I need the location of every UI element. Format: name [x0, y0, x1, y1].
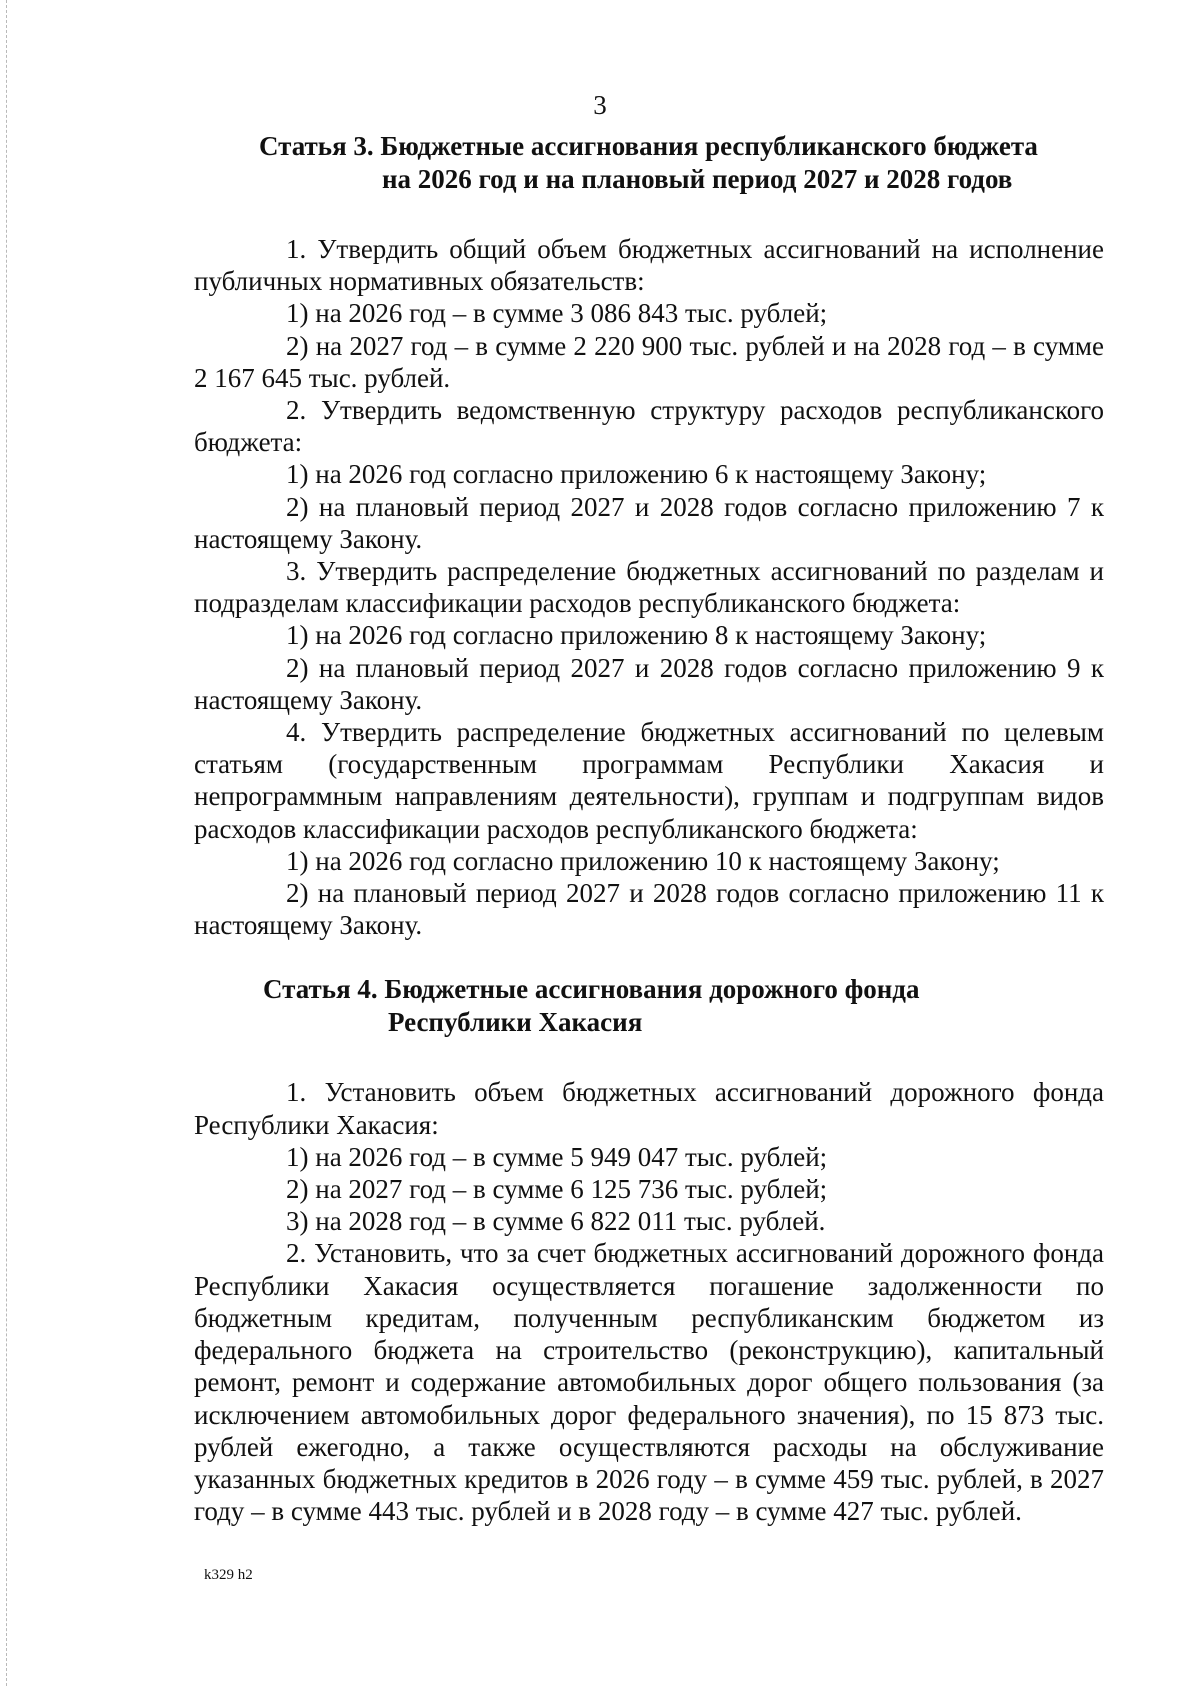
article-3-item-2-sub-2: 2) на плановый период 2027 и 2028 годов согласно приложению 7 к настоящему Закону. — [194, 491, 1104, 554]
document-body — [194, 130, 1104, 1527]
page-number: 3 — [593, 90, 607, 120]
article-4-title-line-1: Статья 4. Бюджетные ассигнования дорожного фонда — [263, 974, 920, 1005]
article-4-item-1-sub-1: 1) на 2026 год – в сумме 5 949 047 тыс. рублей; — [286, 1141, 828, 1172]
article-3-item-1-sub-1: 1) на 2026 год – в сумме 3 086 843 тыс. рублей; — [286, 298, 828, 329]
document-code: k329 h2 — [204, 1567, 253, 1583]
article-3-item-3-sub-2: 2) на плановый период 2027 и 2028 годов согласно приложению 9 к настоящему Закону. — [194, 652, 1104, 715]
article-3-title-line-1: Статья 3. Бюджетные ассигнования республиканского бюджета — [259, 131, 1038, 161]
article-3-item-3-sub-1: 1) на 2026 год согласно приложению 8 к настоящему Закону; — [286, 620, 987, 651]
article-3-item-3: 3. Утвердить распределение бюджетных ассигнований по разделам и подразделам классификации расходов республиканского бюджета: — [194, 556, 1104, 619]
article-3-body — [194, 233, 1104, 941]
scan-edge-line — [6, 0, 7, 1686]
article-3-item-2-sub-1: 1) на 2026 год согласно приложению 6 к настоящему Закону; — [286, 459, 987, 490]
article-3-item-2: 2. Утвердить ведомственную структуру расходов республиканского бюджета: — [194, 395, 1104, 458]
article-4-item-1-sub-3: 3) на 2028 год – в сумме 6 822 011 тыс. рублей. — [286, 1206, 826, 1237]
article-4-item-1-sub-2: 2) на 2027 год – в сумме 6 125 736 тыс. рублей; — [286, 1174, 828, 1205]
article-4-heading — [194, 973, 1104, 1039]
article-3-title-line-2: на 2026 год и на плановый период 2027 и 2028 годов — [382, 164, 1013, 194]
article-4-body — [194, 1076, 1104, 1527]
article-3-item-4: 4. Утвердить распределение бюджетных ассигнований по целевым статьям (государственным программам Республики Хакасия и непрограммным направлениям деятельности), группам и подгруппам видов расходов классификации расходов республиканского бюджета: — [194, 717, 1104, 844]
article-4-item-2: 2. Установить, что за счет бюджетных ассигнований дорожного фонда Республики Хакасия осуществляется погашение задолженности по бюджетным кредитам, полученным республиканским бюджетом из федерального бюджета на строительство (реконструкцию), капитальный ремонт, ремонт и содержание автомобильных дорог общего пользования (за исключением автомобильных дорог федерального значения), по 15 873 тыс. рублей ежегодно, а также осуществляются расходы на обслуживание указанных бюджетных кредитов в 2026 году – в сумме 459 тыс. рублей, в 2027 году – в сумме 443 тыс. рублей и в 2028 году – в сумме 427 тыс. рублей. — [194, 1238, 1104, 1527]
article-3-heading — [194, 130, 1104, 196]
article-3-item-1-sub-2: 2) на 2027 год – в сумме 2 220 900 тыс. рублей и на 2028 год – в сумме 2 167 645 тыс. рублей. — [194, 330, 1104, 393]
article-4-title-line-2: Республики Хакасия — [388, 1007, 643, 1038]
article-4-item-1: 1. Установить объем бюджетных ассигнований дорожного фонда Республики Хакасия: — [194, 1077, 1104, 1140]
article-3-item-4-sub-2: 2) на плановый период 2027 и 2028 годов согласно приложению 11 к настоящему Закону. — [194, 878, 1104, 941]
article-3-item-4-sub-1: 1) на 2026 год согласно приложению 10 к настоящему Закону; — [286, 845, 1000, 876]
article-3-item-1: 1. Утвердить общий объем бюджетных ассигнований на исполнение публичных нормативных обязательств: — [194, 234, 1104, 297]
